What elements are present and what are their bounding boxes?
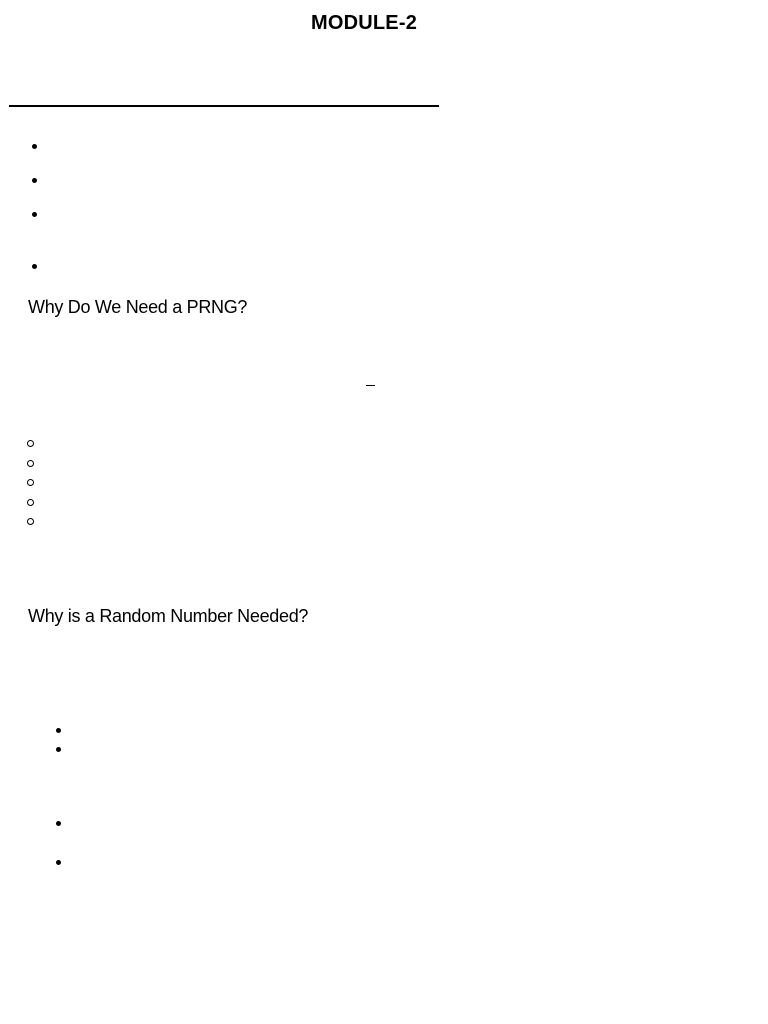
list-bullet-3 [32, 212, 37, 217]
sub-list-bullet-2 [27, 460, 34, 467]
sub-list-bullet-1 [27, 440, 34, 447]
horizontal-rule [9, 105, 439, 107]
sub-list-bullet-5 [27, 518, 34, 525]
list-bullet-5 [56, 728, 61, 733]
dash-mark [366, 385, 375, 386]
sub-list-bullet-3 [27, 479, 34, 486]
list-bullet-2 [32, 178, 37, 183]
list-bullet-4 [32, 264, 37, 269]
sub-list-bullet-4 [27, 499, 34, 506]
list-bullet-6 [56, 747, 61, 752]
page-title: MODULE-2 [310, 12, 418, 34]
list-bullet-8 [56, 860, 61, 865]
section-heading-random-number: Why is a Random Number Needed? [28, 606, 309, 626]
list-bullet-1 [32, 144, 37, 149]
section-heading-prng: Why Do We Need a PRNG? [28, 297, 248, 317]
list-bullet-7 [56, 821, 61, 826]
